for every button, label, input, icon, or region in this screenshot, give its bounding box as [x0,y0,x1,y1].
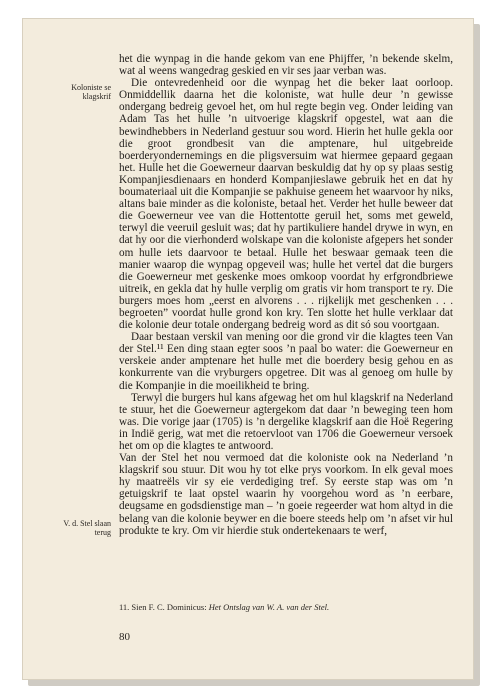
page-number: 80 [119,631,130,643]
paragraph-1: het die wynpag in die hande gekom van ene Phijffer, ’n bekende skelm, wat al weens wangedrag geskied en vir ses jaar verban was. [119,53,453,78]
footnote [119,602,453,612]
margin-note-line: terug [94,528,111,537]
book-page [22,18,474,680]
margin-note-koloniste [29,83,111,101]
paragraph-2: Die ontevredenheid oor die wynpag het die beker laat oorloop. Onmiddellik daarna het die koloniste, wat hulle deur ’n gewisse ondergang bedreig gevoel het, om hul regte begin veg. Onder leiding van Adam Tas het hulle ’n uitvoerige klagskrif opgestel, wat aan die bewindhebbers in Nederland gestuur sou word. Hierin het hulle gekla oor die groot grondbesit van die amptenare, hul uitgebreide boerderyondernemings en die pligsversuim wat hiermee gepaard gegaan het. Hulle het die Goewerneur daarvan beskuldig dat hy op sy plaas sestig Kompanjiesdienaars en honderd Kompanjieslawe gebruik het en dat hy boumateriaal uit die Kompanjie se pakhuise geneem het waarvoor hy niks, altans baie minder as die koloniste, betaal het. Verder het hulle beweer dat die Goewerneur vee van die Hottentotte geruil het, soms met geweld, terwyl die veeruil gesluit was; dat hy partikuliere handel drywe in wyn, en dat hy oor die vierhonderd wolskape van die koloniste afgepers het sonder om hulle iets daarvoor te betaal. Hulle het beswaar gemaak teen die manier waarop die wynpag opgeveil was; hulle het vertel dat die burgers die Goewerneur met geskenke moes omkoop voordat hy erfgrondbriewe uitreik, en gekla dat hy hulle verplig om gratis vir hom transport te ry. Die burgers moes hom „eerst en alvorens . . . rijkelijk met geschenken . . . begroeten” voordat hulle grond kon kry. Ten slotte het hulle verklaar dat die kolonie deur totale ondergang bedreig word as dit só sou voortgaan. [119,77,453,332]
footnote-prefix: 11. Sien F. C. Dominicus: [119,602,209,612]
paragraph-3: Daar bestaan verskil van mening oor die grond vir die klagtes teen Van der Stel.¹¹ Een ding staan egter soos ’n paal bo water: die Goewerneur en verskeie ander amptenare het hulle met die boerdery besig gehou en as konkurrente van die vryburgers opgetree. Dit was al genoeg om hulle by die Kompanjie in die moeilikheid te bring. [119,331,453,392]
paragraph-5: Van der Stel het nou vermoed dat die koloniste ook na Nederland ’n klagskrif sou stuur. Dit wou hy tot elke prys voorkom. In elk geval moes hy maatreëls vir sy eie verdediging tref. Sy eerste stap was om ’n getuigskrif te laat opstel waarin hy voorgehou word as ’n eerbare, deugsame en godsdienstige man – ’n goeie regeerder wat hom altyd in die belang van die kolonie beywer en die boere steeds help om ’n afset vir hul produkte te kry. Om vir hierdie stuk ondertekenaars te werf, [119,452,453,537]
margin-note-line: V. d. Stel slaan [63,519,111,528]
body-text [119,53,453,537]
margin-note-van-der-stel [29,519,111,537]
paragraph-4: Terwyl die burgers hul kans afgewag het om hul klagskrif na Nederland te stuur, het die Goewerneur agtergekom dat daar ’n beweging teen hom was. Die vorige jaar (1705) is ’n dergelike klagskrif aan die Hoë Regering in Indië gerig, wat met die retoervloot van 1706 die Goewerneur versoek het om op die klagtes te antwoord. [119,391,453,452]
margin-note-line: klagskrif [82,92,111,101]
margin-note-line: Koloniste se [71,83,111,92]
footnote-title: Het Ontslag van W. A. van der Stel. [208,602,330,612]
